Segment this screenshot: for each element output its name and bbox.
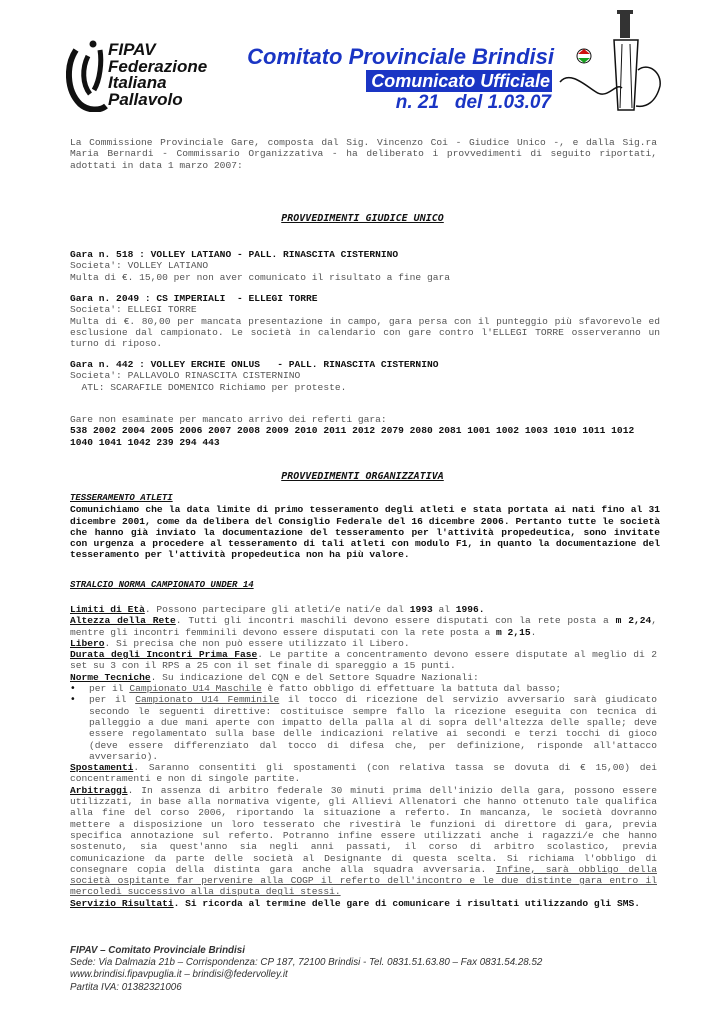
servizio-risultati bbox=[70, 898, 657, 909]
norme-text: . Su indicazione del CQN e del Settore Squadre Nazionali: bbox=[150, 671, 479, 683]
gare-non-esaminate bbox=[70, 414, 660, 448]
campionato-femminile-link: Campionato U14 Femminile bbox=[135, 694, 280, 706]
footer bbox=[70, 945, 542, 994]
arbitraggi-label: Arbitraggi bbox=[70, 784, 128, 796]
limiti-label: Limiti di Età bbox=[70, 604, 145, 615]
altezza-text-2: , mentre gli incontri femminili devono essere disputati con la rete posta a bbox=[70, 615, 657, 638]
issue-number: n. 21 del 1.03.07 bbox=[395, 92, 551, 113]
arbitraggi bbox=[70, 785, 657, 898]
limiti-year-to: 1996. bbox=[455, 604, 485, 615]
gara-title: Gara n. 518 : VOLLEY LATIANO - PALL. RINASCITA CISTERNINO bbox=[70, 249, 399, 260]
committee-title: Comitato Provinciale Brindisi bbox=[247, 44, 554, 69]
altezza-rete bbox=[70, 615, 657, 638]
gara-518-block bbox=[70, 249, 660, 283]
gara-provvedimento: ATL: SCARAFILE DOMENICO Richiamo per proteste. bbox=[70, 381, 347, 393]
arbitraggi-text: . In assenza di arbitro federale 30 minuti prima dell'inizio della gara, possono essere utilizzati, in base alla normativa vigente, gli Allievi Allenatori che hanno ottenuto tale qualifica alla fine del corso 2006, riportando la situazione a referto. In mancanza, le società dovranno mettere a disposizione un loro tesserato che rivestirà le funzioni di direttore di gara, previa specifica annotazione sul referto. Potranno infine essere utilizzati anche i ragazzi/e che hanno sostenuto, sia quest'anno sia negli anni passati, il corso di arbitro scolastico, previa comunicazione da parte delle società al Designante di questa scelta. Si richiama l'obbligo di consegnare copia della distinta gara anche alla squadra avversaria. bbox=[70, 784, 657, 875]
pallavolo-label: Pallavolo bbox=[108, 89, 183, 109]
libero-rule bbox=[70, 638, 657, 649]
list-item bbox=[70, 694, 657, 762]
tesseramento-block bbox=[70, 493, 660, 561]
limiti-year-from: 1993 bbox=[409, 604, 433, 615]
norme-label: Norme Tecniche bbox=[70, 671, 151, 683]
altezza-end: . bbox=[530, 626, 537, 638]
tesseramento-title: TESSERAMENTO ATLETI bbox=[70, 493, 173, 503]
servizio-text: . Si ricorda al termine delle gare di comunicare i risultati utilizzando gli SMS. bbox=[173, 897, 640, 909]
spostamenti-text: . Saranno consentiti gli spostamenti (con relativa tassa se dovuta di € 15,00) dei concentramenti e non di singole partite. bbox=[70, 762, 657, 785]
federation-name bbox=[108, 42, 207, 108]
gara-provvedimento: Multa di €. 15,00 per non aver comunicato il risultato a fine gara bbox=[70, 271, 450, 283]
gara-442-block bbox=[70, 359, 660, 393]
libero-text: . Si precisa che non può essere utilizzato il Libero. bbox=[104, 637, 410, 649]
communique-banner: Comunicato Ufficiale bbox=[366, 70, 552, 92]
limiti-text: . Possono partecipare gli atleti/e nati/e dal bbox=[144, 604, 410, 615]
durata-text: . Le partite a concentramento devono essere disputate al meglio di 2 set su 3 con il RPS a 25 con il set finale di spareggio a 15 punti. bbox=[70, 649, 657, 672]
footer-vat: Partita IVA: 01382321006 bbox=[70, 981, 182, 993]
gara-societa: Societa': PALLAVOLO RINASCITA CISTERNINO bbox=[70, 370, 301, 382]
gara-societa: Societa': ELLEGI TORRE bbox=[70, 304, 197, 316]
norme-tecniche bbox=[70, 672, 657, 683]
limiti-eta bbox=[70, 604, 657, 615]
brindisi-column-emblem bbox=[556, 10, 666, 122]
italiana-label: Italiana bbox=[108, 73, 167, 92]
under14-rules bbox=[70, 604, 657, 909]
fipav-label: FIPAV bbox=[108, 40, 156, 59]
list-item bbox=[70, 683, 657, 694]
intro-paragraph: La Commissione Provinciale Gare, composta dal Sig. Vincenzo Coi - Giudice Unico -, e dalla Sig.ra Maria Bernardi - Commissario Organizzativa - ha deliberato i provvedimenti di seguito riportati, adottati in data 1 marzo 2007: bbox=[70, 137, 657, 171]
altezza-label: Altezza della Rete bbox=[70, 615, 176, 627]
footer-title: FIPAV – Comitato Provinciale Brindisi bbox=[70, 945, 245, 956]
spostamenti bbox=[70, 762, 657, 785]
bullet-pre: per il bbox=[89, 694, 136, 706]
bullet-post: il tocco di ricezione del servizio avversario sarà giudicato secondo le seguenti direttive: costituisce sempre fallo la ricezione eseguita con tecnica di palleggio a due mani aperte con impatto della palla al di sopra dell'altezza delle spalle; deve essere regolamentato sulla base delle indicazioni relative ai secondi e terzi tocchi di gioco (deve essere differenziato dal tocco di difesa che, per definizione, risponde all'attacco avversario). bbox=[89, 694, 657, 762]
footer-address: Sede: Via Dalmazia 21b – Corrispondenza: CP 187, 72100 Brindisi - Tel. 0831.51.63.80 – Fax 0831.54.28.52 bbox=[70, 957, 543, 969]
altezza-femminile: m 2,15 bbox=[496, 626, 531, 638]
durata-label: Durata degli Incontri Prima Fase bbox=[70, 649, 258, 661]
federazione-label: Federazione bbox=[108, 56, 208, 76]
altezza-maschile: m 2,24 bbox=[615, 615, 652, 627]
gara-provvedimento: Multa di €. 80,00 per mancata presentazione in campo, gara persa con il punteggio più sfavorevole ed esclusione dal campionato. Le società in calendario con gare contro l'ELLEGI TORRE osserveranno un turno di riposo. bbox=[70, 315, 660, 350]
servizio-label: Servizio Risultati bbox=[70, 897, 174, 909]
durata-incontri bbox=[70, 649, 657, 672]
gare-list: 538 2002 2004 2005 2006 2007 2008 2009 2010 2011 2012 2079 2080 2081 1001 1002 1003 1010 1011 1012 1040 1041 1042 239 294 443 bbox=[70, 425, 635, 448]
gara-title: Gara n. 2049 : CS IMPERIALI - ELLEGI TORRE bbox=[70, 293, 318, 304]
giudice-heading: PROVVEDIMENTI GIUDICE UNICO bbox=[281, 213, 444, 224]
libero-label: Libero bbox=[70, 637, 105, 649]
organizzativa-heading: PROVVEDIMENTI ORGANIZZATIVA bbox=[281, 471, 444, 482]
gara-2049-block bbox=[70, 293, 660, 349]
bullet-post: è fatto obbligo di effettuare la battuta dal basso; bbox=[261, 683, 562, 695]
campionato-maschile-link: Campionato U14 Maschile bbox=[129, 683, 262, 695]
altezza-text: . Tutti gli incontri maschili devono essere disputati con la rete posta a bbox=[175, 615, 616, 627]
bullet-pre: per il bbox=[89, 683, 130, 695]
non-esaminate-label: Gare non esaminate per mancato arrivo dei referti gara: bbox=[70, 414, 387, 425]
stralcio-title: STRALCIO NORMA CAMPIONATO UNDER 14 bbox=[70, 580, 254, 590]
norme-list bbox=[70, 683, 657, 762]
tesseramento-text: Comunichiamo che la data limite di primo tesseramento degli atleti e stata portata ai nati fino al 31 dicembre 2001, come da delibera del Consiglio Federale del 16 dicembre 2006. Pertanto tutte le società che hanno già inviato la documentazione del tesseramento per l'attività propedeutica, sono invitate con urgenza a procedere al tesseramento di tali atleti con modulo F1, in quanto la documentazione del tesseramento per l'attività propedeutica non ha più valore. bbox=[70, 504, 660, 561]
gara-title: Gara n. 442 : VOLLEY ERCHIE ONLUS - PALL. RINASCITA CISTERNINO bbox=[70, 359, 439, 370]
gara-societa: Societa': VOLLEY LATIANO bbox=[70, 260, 209, 272]
arbitraggi-obbligo: Infine, sarà obbligo della società ospitante far pervenire alla COGP il referto dell'incontro e le due distinte gara entro il mercoledì successivo alla disputa degli stessi. bbox=[70, 863, 657, 898]
spostamenti-label: Spostamenti bbox=[70, 762, 134, 774]
footer-web: www.brindisi.fipavpuglia.it – brindisi@federvolley.it bbox=[70, 969, 288, 981]
limiti-text-al: al bbox=[432, 604, 456, 615]
